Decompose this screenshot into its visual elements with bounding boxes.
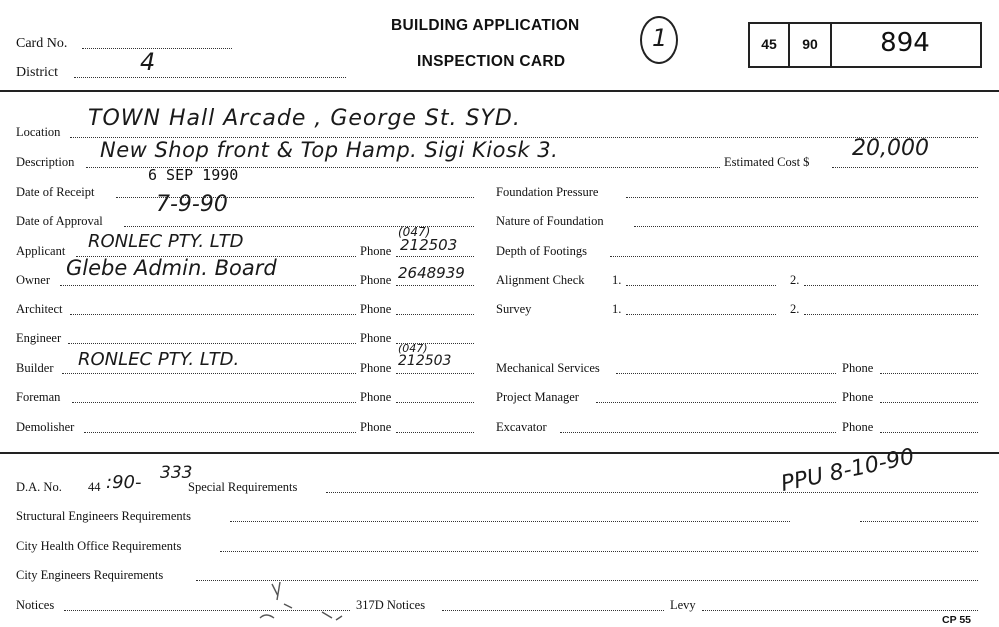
levy-label: Levy bbox=[670, 598, 696, 612]
form-code: CP 55 bbox=[942, 614, 971, 626]
317d-notices-label: 317D Notices bbox=[356, 598, 426, 612]
ppu-note: PPU 8-10-90 bbox=[778, 444, 917, 497]
header-rule bbox=[0, 90, 999, 92]
demolisher-line bbox=[84, 431, 356, 433]
excavator-phone-line bbox=[880, 431, 978, 433]
mechanical-phone-label: Phone bbox=[842, 361, 874, 375]
special-requirements-line bbox=[326, 491, 978, 493]
owner-value: Glebe Admin. Board bbox=[66, 256, 277, 280]
applicant-value: RONLEC PTY. LTD bbox=[88, 231, 244, 252]
alignment-line-1 bbox=[626, 284, 776, 286]
architect-label: Architect bbox=[16, 302, 63, 316]
health-label: City Health Office Requirements bbox=[16, 539, 182, 553]
builder-line bbox=[62, 372, 356, 374]
applicant-phone-label: Phone bbox=[360, 244, 392, 258]
builder-phone-line bbox=[396, 372, 474, 374]
circled-number bbox=[640, 16, 678, 64]
foundation-pressure-label: Foundation Pressure bbox=[496, 185, 599, 199]
estimated-cost-label: Estimated Cost $ bbox=[724, 155, 810, 169]
nature-foundation-line bbox=[634, 225, 978, 227]
card-no-label: Card No. bbox=[16, 36, 68, 51]
applicant-phone-line bbox=[396, 255, 474, 257]
date-approval-value: 7-9-90 bbox=[156, 192, 228, 217]
estimated-cost-value: 20,000 bbox=[852, 136, 929, 161]
builder-label: Builder bbox=[16, 361, 54, 375]
da-number: 333 bbox=[160, 463, 193, 483]
builder-phone-area: (047) bbox=[398, 342, 428, 355]
engineer-phone-label: Phone bbox=[360, 331, 392, 345]
district-value: 4 bbox=[140, 48, 156, 76]
applicant-phone-value: 212503 bbox=[400, 236, 458, 254]
levy-line bbox=[702, 609, 978, 611]
circled-number-value: 1 bbox=[652, 24, 668, 52]
header-title-line1: BUILDING APPLICATION bbox=[391, 17, 580, 34]
location-label: Location bbox=[16, 125, 61, 139]
project-manager-label: Project Manager bbox=[496, 390, 579, 404]
health-line bbox=[220, 550, 978, 552]
file-number: 894 bbox=[880, 28, 930, 58]
district-label: District bbox=[16, 65, 58, 80]
survey-item-1: 1. bbox=[612, 302, 622, 316]
special-requirements-label: Special Requirements bbox=[188, 480, 298, 494]
da-prefix: 44 bbox=[88, 480, 101, 494]
alignment-item-2: 2. bbox=[790, 273, 800, 287]
foreman-label: Foreman bbox=[16, 390, 61, 404]
owner-phone-label: Phone bbox=[360, 273, 392, 287]
box-cell-1: 45 bbox=[761, 36, 777, 52]
builder-phone-label: Phone bbox=[360, 361, 392, 375]
nature-foundation-label: Nature of Foundation bbox=[496, 214, 604, 228]
alignment-item-1: 1. bbox=[612, 273, 622, 287]
survey-item-2: 2. bbox=[790, 302, 800, 316]
demolisher-label: Demolisher bbox=[16, 420, 75, 434]
date-receipt-stamp: 6 SEP 1990 bbox=[148, 166, 239, 184]
architect-line bbox=[70, 313, 356, 315]
builder-phone-value: 212503 bbox=[398, 353, 452, 369]
foreman-phone-label: Phone bbox=[360, 390, 392, 404]
depth-footings-line bbox=[610, 255, 978, 257]
owner-label: Owner bbox=[16, 273, 51, 287]
footer-rule bbox=[0, 452, 999, 454]
structural-line bbox=[230, 520, 790, 522]
excavator-label: Excavator bbox=[496, 420, 547, 434]
scan-smudge-mark bbox=[240, 574, 360, 627]
owner-phone-value: 2648939 bbox=[398, 264, 465, 282]
project-manager-phone-line bbox=[880, 401, 978, 403]
district-line bbox=[74, 76, 346, 78]
mechanical-line bbox=[616, 372, 836, 374]
depth-footings-label: Depth of Footings bbox=[496, 244, 587, 258]
alignment-check-label: Alignment Check bbox=[496, 273, 585, 287]
excavator-line bbox=[560, 431, 836, 433]
card-no-line bbox=[82, 47, 232, 49]
architect-phone-line bbox=[396, 313, 474, 315]
date-approval-label: Date of Approval bbox=[16, 214, 103, 228]
city-engineers-label: City Engineers Requirements bbox=[16, 568, 164, 582]
engineer-label: Engineer bbox=[16, 331, 62, 345]
date-receipt-label: Date of Receipt bbox=[16, 185, 95, 199]
architect-phone-label: Phone bbox=[360, 302, 392, 316]
engineer-line bbox=[68, 342, 356, 344]
demolisher-phone-label: Phone bbox=[360, 420, 392, 434]
survey-label: Survey bbox=[496, 302, 532, 316]
applicant-label: Applicant bbox=[16, 244, 66, 258]
foreman-line bbox=[72, 401, 356, 403]
location-value: TOWN Hall Arcade , George St. SYD. bbox=[88, 106, 521, 131]
description-value: New Shop front & Top Hamp. Sigi Kiosk 3. bbox=[100, 138, 559, 162]
foundation-pressure-line bbox=[626, 196, 978, 198]
survey-line-1 bbox=[626, 313, 776, 315]
project-manager-phone-label: Phone bbox=[842, 390, 874, 404]
da-label: D.A. No. bbox=[16, 480, 62, 494]
structural-label: Structural Engineers Requirements bbox=[16, 509, 191, 523]
mechanical-phone-line bbox=[880, 372, 978, 374]
alignment-line-2 bbox=[804, 284, 978, 286]
description-label: Description bbox=[16, 155, 75, 169]
owner-line bbox=[60, 284, 356, 286]
notices-label: Notices bbox=[16, 598, 55, 612]
builder-value: RONLEC PTY. LTD. bbox=[78, 349, 240, 370]
survey-line-2 bbox=[804, 313, 978, 315]
box-cell-2: 90 bbox=[802, 36, 818, 52]
da-value: :90- bbox=[106, 472, 142, 493]
demolisher-phone-line bbox=[396, 431, 474, 433]
project-manager-line bbox=[596, 401, 836, 403]
owner-phone-line bbox=[396, 284, 474, 286]
estimated-cost-line bbox=[832, 166, 978, 168]
structural-line-end bbox=[860, 520, 978, 522]
foreman-phone-line bbox=[396, 401, 474, 403]
excavator-phone-label: Phone bbox=[842, 420, 874, 434]
317d-notices-line bbox=[442, 609, 664, 611]
header-title-line2: INSPECTION CARD bbox=[417, 53, 566, 70]
applicant-phone-area: (047) bbox=[398, 225, 431, 239]
mechanical-label: Mechanical Services bbox=[496, 361, 600, 375]
